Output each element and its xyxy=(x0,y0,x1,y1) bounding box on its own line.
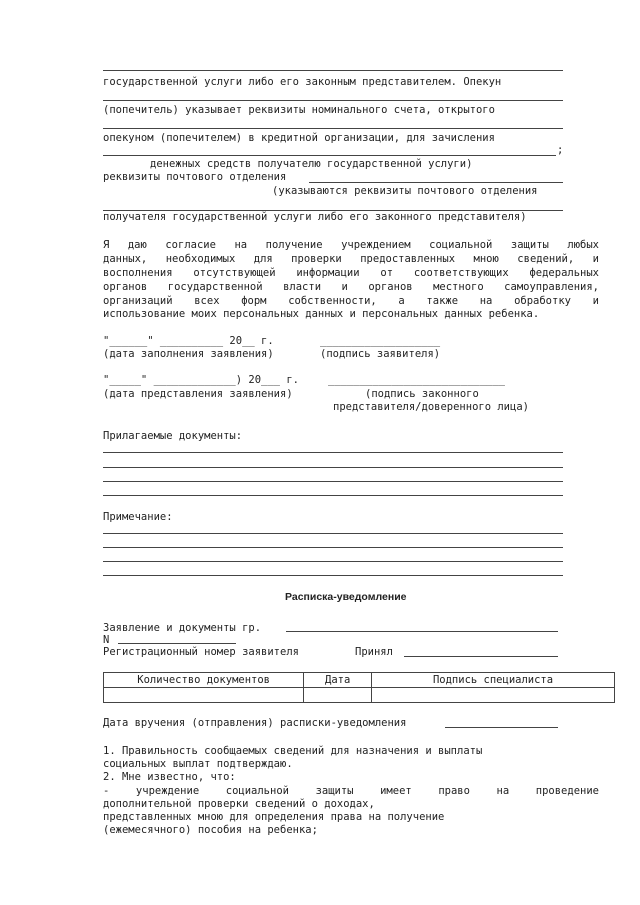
form-rule xyxy=(103,128,563,129)
submit-date-field[interactable]: "_____" _____________) 20___ г. xyxy=(103,374,299,386)
note-label: Примечание: xyxy=(103,511,173,523)
representative-caption-2: представителя/доверенного лица) xyxy=(333,401,529,413)
delivery-date-input[interactable] xyxy=(445,727,558,728)
receipt-statement: Заявление и документы гр. xyxy=(103,622,262,634)
statement-1a: 1. Правильность сообщаемых сведений для назначения и выплаты xyxy=(103,745,483,757)
delivery-date-label: Дата вручения (отправления) расписки-уведомления xyxy=(103,717,407,729)
postal-input-rule[interactable] xyxy=(309,182,563,183)
bullet-1-cont-3: (ежемесячного) пособия на ребенка; xyxy=(103,824,318,836)
form-rule xyxy=(103,70,563,71)
note-line[interactable] xyxy=(103,561,563,562)
top-line-2: (попечитель) указывает реквизиты номинального счета, открытого xyxy=(103,104,495,116)
semicolon: ; xyxy=(557,144,564,156)
account-input-rule[interactable] xyxy=(103,155,556,156)
top-line-1: государственной услуги либо его законным представителем. Опекун xyxy=(103,76,502,88)
receipt-title: Расписка-уведомление xyxy=(285,591,407,603)
accepted-input[interactable] xyxy=(404,656,558,657)
attached-docs-line[interactable] xyxy=(103,495,563,496)
statement-2: 2. Мне известно, что: xyxy=(103,771,236,783)
applicant-name-input[interactable] xyxy=(286,631,558,632)
bullet-1-cont-1: дополнительной проверки сведений о доходах, xyxy=(103,798,375,810)
consent-line-last: использование моих персональных данных и персональных данных ребенка. xyxy=(103,308,540,320)
statement-1b: социальных выплат подтверждаю. xyxy=(103,758,293,770)
fill-date-field[interactable]: "______" __________ 20__ г. xyxy=(103,335,274,347)
consent-line: организаций всех форм собственности, а также на обработку и xyxy=(103,295,599,307)
number-label: N xyxy=(103,634,110,646)
submit-date-caption: (дата представления заявления) xyxy=(103,388,293,400)
attached-docs-line[interactable] xyxy=(103,481,563,482)
accepted-label: Принял xyxy=(355,646,393,658)
postal-hint-2: получателя государственной услуги либо его законного представителя) xyxy=(103,211,527,223)
bullet-1: - учреждение социальной защиты имеет право на проведение xyxy=(103,785,599,797)
bullet-1-cont-2: представленных мною для определения права на получение xyxy=(103,811,445,823)
form-rule xyxy=(103,100,563,101)
date-cell[interactable] xyxy=(304,688,372,703)
receipt-table xyxy=(103,672,615,703)
consent-line: данных, необходимых для проверки предоставленных мною сведений, и xyxy=(103,253,599,265)
representative-signature-field[interactable]: ____________________________ xyxy=(328,374,506,386)
consent-line: Я даю согласие на получение учреждением социальной защиты любых xyxy=(103,239,599,251)
header-date: Дата xyxy=(304,673,372,688)
header-specialist-signature: Подпись специалиста xyxy=(372,673,615,688)
fill-date-caption: (дата заполнения заявления) xyxy=(103,348,274,360)
top-line-4: денежных средств получателю государственной услуги) xyxy=(150,158,473,170)
doc-count-cell[interactable] xyxy=(104,688,304,703)
attached-docs-line[interactable] xyxy=(103,452,563,453)
attached-docs-line[interactable] xyxy=(103,467,563,468)
note-line[interactable] xyxy=(103,575,563,576)
attached-docs-label: Прилагаемые документы: xyxy=(103,430,243,442)
specialist-signature-cell[interactable] xyxy=(372,688,615,703)
note-line[interactable] xyxy=(103,533,563,534)
signature-caption: (подпись заявителя) xyxy=(320,348,441,360)
postal-hint: (указываются реквизиты почтового отделения xyxy=(272,185,538,197)
header-doc-count: Количество документов xyxy=(104,673,304,688)
representative-caption-1: (подпись законного xyxy=(365,388,479,400)
consent-line: восполнения отсутствующей информации от соответствующих федеральных xyxy=(103,267,599,279)
consent-line: органов государственной власти и органов местного самоуправления, xyxy=(103,281,599,293)
postal-label: реквизиты почтового отделения xyxy=(103,171,287,183)
reg-number-label: Регистрационный номер заявителя xyxy=(103,646,299,658)
top-line-3: опекуном (попечителем) в кредитной организации, для зачисления xyxy=(103,132,495,144)
applicant-signature-field[interactable]: ___________________ xyxy=(320,335,441,347)
note-line[interactable] xyxy=(103,547,563,548)
number-input[interactable] xyxy=(118,643,236,644)
